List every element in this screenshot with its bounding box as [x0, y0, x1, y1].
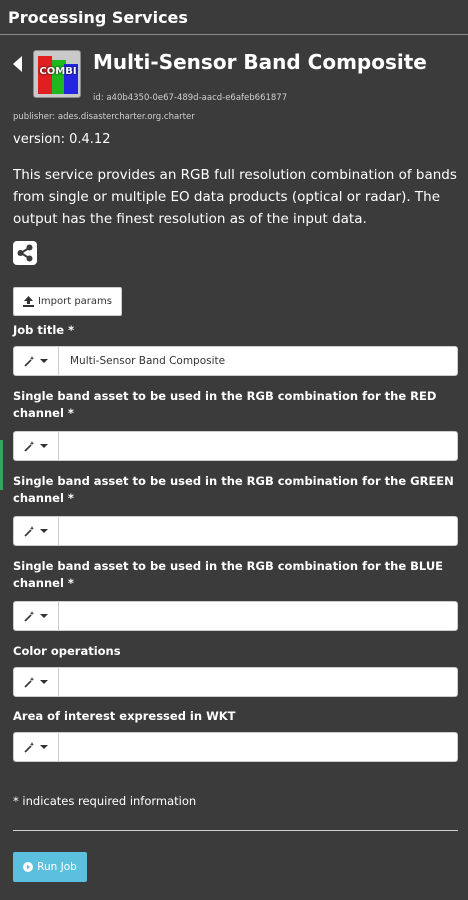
share-icon [13, 241, 37, 265]
import-params-label: Import params [37, 296, 113, 307]
active-indicator [0, 440, 3, 490]
chevron-down-icon [40, 359, 48, 363]
magic-wand-icon [24, 526, 35, 537]
green-channel-input[interactable] [59, 517, 457, 545]
panel-title: Processing Services [8, 8, 188, 27]
red-channel-field [13, 431, 458, 461]
service-description: This service provides an RGB full resolution combination of bands from single or multiple EO data products (optical or radar). The output has the finest resolution as of the input data. [13, 167, 457, 227]
magic-wand-icon [24, 441, 35, 452]
green-channel-wand-dropdown[interactable] [14, 517, 59, 545]
chevron-down-icon [40, 529, 48, 533]
color-operations-wand-dropdown[interactable] [14, 668, 59, 696]
color-operations-label: Color operations [13, 644, 121, 658]
blue-channel-wand-dropdown[interactable] [14, 602, 59, 630]
title-divider [0, 34, 468, 35]
green-channel-label: Single band asset to be used in the RGB combination for the GREEN channel * [13, 474, 454, 505]
job-title-field [13, 346, 458, 376]
aoi-input[interactable] [59, 733, 457, 761]
share-button[interactable] [13, 241, 37, 265]
service-version: version: 0.4.12 [13, 132, 111, 147]
color-operations-input[interactable] [59, 668, 457, 696]
aoi-label: Area of interest expressed in WKT [13, 709, 236, 723]
red-channel-label: Single band asset to be used in the RGB combination for the RED channel * [13, 389, 437, 420]
magic-wand-icon [24, 742, 35, 753]
chevron-down-icon [40, 745, 48, 749]
form-divider [13, 830, 458, 831]
blue-channel-label: Single band asset to be used in the RGB combination for the BLUE channel * [13, 559, 444, 590]
service-id: id: a40b4350-0e67-489d-aacd-e6afeb661877 [93, 93, 288, 103]
run-job-button[interactable] [13, 852, 87, 882]
job-title-input[interactable]: Multi-Sensor Band Composite [70, 355, 226, 367]
green-channel-field [13, 516, 458, 546]
chevron-down-icon [40, 680, 48, 684]
red-channel-input[interactable] [59, 432, 457, 460]
magic-wand-icon [24, 611, 35, 622]
service-publisher: publisher: ades.disastercharter.org.charter [13, 112, 195, 122]
service-title: Multi-Sensor Band Composite [93, 50, 427, 74]
red-channel-wand-dropdown[interactable] [14, 432, 59, 460]
upload-icon [23, 296, 34, 307]
magic-wand-icon [24, 677, 35, 688]
job-title-wand-dropdown[interactable] [14, 347, 59, 375]
play-circle-icon [23, 862, 33, 872]
import-params-button[interactable] [13, 287, 122, 316]
chevron-down-icon [40, 444, 48, 448]
color-operations-field [13, 667, 458, 697]
required-note: * indicates required information [13, 794, 197, 808]
aoi-field [13, 732, 458, 762]
service-logo [33, 50, 81, 98]
run-job-label: Run Job [37, 861, 77, 873]
back-arrow-icon[interactable] [13, 56, 22, 72]
logo-text: COMBI [39, 66, 77, 77]
aoi-wand-dropdown[interactable] [14, 733, 59, 761]
chevron-down-icon [40, 614, 48, 618]
magic-wand-icon [24, 356, 35, 367]
blue-channel-input[interactable] [59, 602, 457, 630]
blue-channel-field [13, 601, 458, 631]
job-title-label: Job title * [13, 323, 75, 337]
